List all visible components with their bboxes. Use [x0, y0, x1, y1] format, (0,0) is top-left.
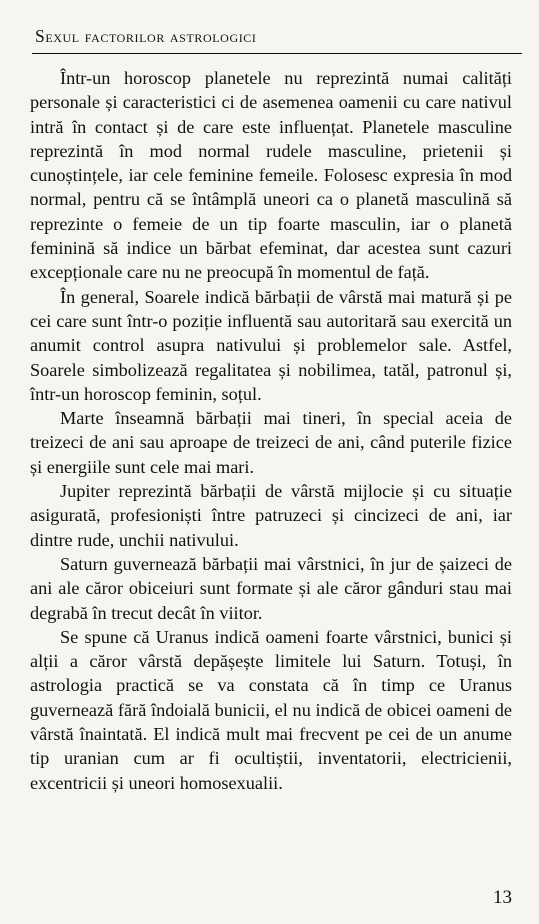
- header-rule: [32, 53, 522, 54]
- paragraph: Într-un horoscop planetele nu reprezintă numai calități personale și caracteristici ci de asemenea oamenii cu care nativul intră în contact și de care este influențat. Planetele masculine reprezintă în mod normal rudele masculine, prietenii și cunoștințele, iar cele feminine femeile. Folosesc expresia în mod normal, pentru că se întâmplă uneori ca o planetă masculină să reprezinte o femeie de un tip foarte masculin, iar o planetă feminină să indice un bărbat efeminat, dar acestea sunt cazuri excepționale care nu ne preocupă în momentul de față.: [30, 68, 512, 283]
- paragraph: Se spune că Uranus indică oameni foarte vârstnici, bunici și alții a căror vârstă depășește limitele lui Saturn. Totuși, în astrologia practică se va constata că în timp ce Uranus guvernează fără îndoială bunicii, el nu indică de obicei oameni de vârstă înaintată. El indică mult mai frecvent pe cei de un anume tip uranian cum ar fi ocultiștii, inventatorii, electricienii, excentricii și uneori homosexualii.: [30, 626, 512, 793]
- paragraph: Saturn guvernează bărbații mai vârstnici, în jur de șaizeci de ani ale căror obiceiuri sunt formate și ale căror gânduri stau mai degrabă în trecut decât în viitor.: [30, 553, 512, 623]
- running-header: Sexul factorilor astrologici: [35, 26, 257, 46]
- paragraph: Marte înseamnă bărbații mai tineri, în special aceia de treizeci de ani sau aproape de treizeci de ani, când puterile fizice și energiile sunt cele mai mari.: [30, 408, 512, 477]
- page-number: 13: [493, 887, 512, 908]
- paragraph: Jupiter reprezintă bărbații de vârstă mijlocie și cu situație asigurată, profesioniști între patruzeci și cincizeci de ani, iar dintre rude, unchii nativului.: [30, 481, 512, 550]
- paragraph: În general, Soarele indică bărbații de vârstă mai matură și pe cei care sunt într-o poziție influentă sau autoritară sau exercită un anumit control asupra nativului și problemelor sale. Astfel, Soarele simbolizează regalitatea și nobilimea, tatăl, patronul și, într-un horoscop feminin, soțul.: [30, 286, 512, 404]
- body-text: [30, 66, 512, 795]
